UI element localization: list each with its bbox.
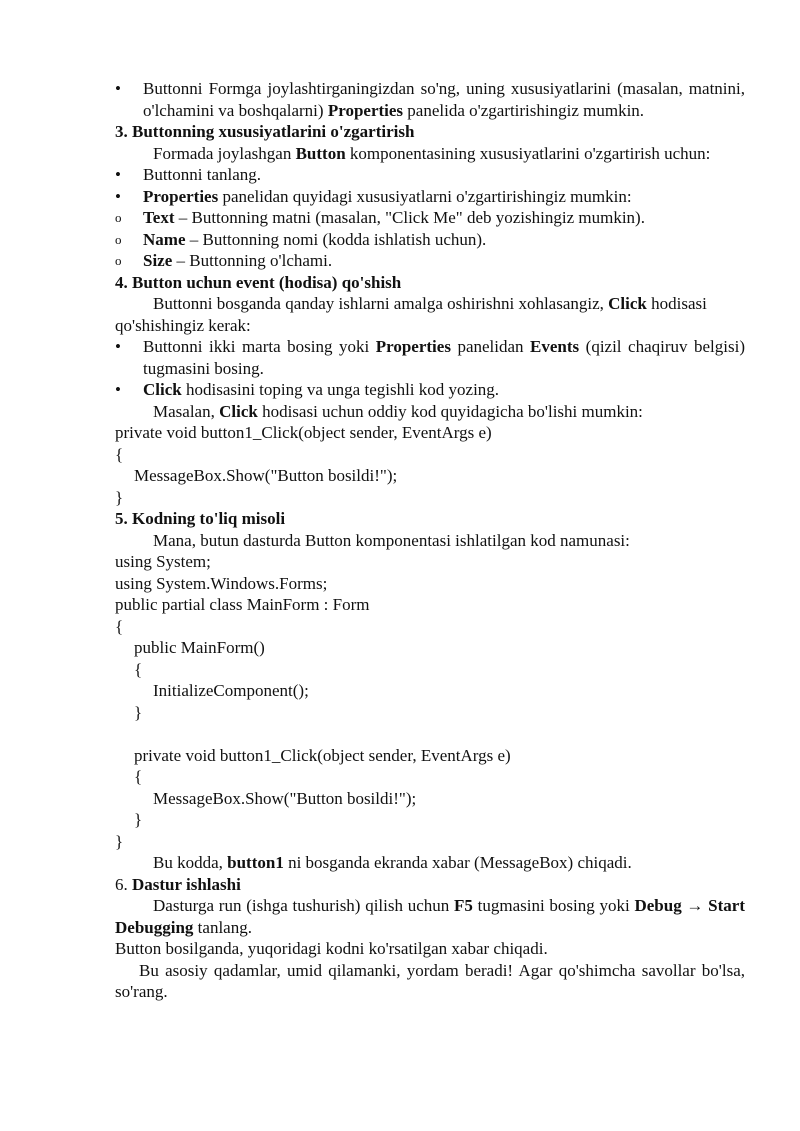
bold-text: Size xyxy=(143,251,173,270)
document-body xyxy=(115,78,745,1003)
text: Buttonni Formga joylashtirganingizdan so'ng, uning xususiyatlarini (masalan, matnini, o'lchamini va boshqalarni) xyxy=(143,79,745,120)
closing-paragraph: Bu asosiy qadamlar, umid qilamanki, yordam beradi! Agar qo'shimcha savollar bo'lsa, so'rang. xyxy=(115,960,745,1001)
text: panelida o'zgartirishingiz mumkin. xyxy=(403,100,645,120)
section-4-bullet-1 xyxy=(115,336,745,379)
code-line: MessageBox.Show("Button bosildi!"); xyxy=(153,788,417,808)
sub-bullet-marker: o xyxy=(115,253,122,268)
heading-text: 4. Button uchun event (hodisa) qo'shish xyxy=(115,272,402,292)
section-3-bullet-1 xyxy=(115,164,745,186)
text: hodisasini toping va unga tegishli kod yozing. xyxy=(181,380,500,399)
section-5-paragraph xyxy=(115,530,745,552)
section-6-result-line: Button bosilganda, yuqoridagi kodni ko'rsatilgan xabar chiqadi. xyxy=(115,939,548,958)
code-line: using System.Windows.Forms; xyxy=(115,573,328,593)
text: Dasturga run (ishga tushurish) qilish uchun xyxy=(153,896,455,915)
bold-text: Events xyxy=(530,337,580,356)
code-snippet-2 xyxy=(115,551,745,852)
bold-text: button1 xyxy=(227,853,284,872)
code-line: { xyxy=(115,444,124,464)
heading-text: Dastur ishlashi xyxy=(132,874,241,894)
code-line: private void button1_Click(object sender, EventArgs e) xyxy=(134,745,511,765)
text: Bu kodda, xyxy=(153,853,228,872)
bullet-marker: • xyxy=(115,165,121,184)
text: (qizil chaqiruv belgisi) tugmasini bosing. xyxy=(143,337,745,378)
bullet-marker: • xyxy=(115,337,121,356)
code-line: InitializeComponent(); xyxy=(153,681,309,700)
code-blank-line xyxy=(115,723,745,745)
text: tugmasini bosing yoki xyxy=(472,896,635,915)
section-3-sub-item-3 xyxy=(115,250,745,272)
section-5-explanation xyxy=(115,852,745,874)
sub-bullet-marker: o xyxy=(115,231,122,247)
bullet-marker: • xyxy=(115,186,121,206)
bold-text: Click xyxy=(608,294,647,313)
text: Mana, butun dasturda Button komponentasi ishlatilgan kod namunasi: xyxy=(153,530,630,550)
bold-text: Button xyxy=(295,143,346,163)
heading-text: 3. Buttonning xususiyatlarini o'zgartirish xyxy=(115,122,415,141)
bold-text: Properties xyxy=(327,100,404,120)
bold-text: Text xyxy=(143,208,175,227)
bold-text: Click xyxy=(219,401,258,421)
section-5-heading xyxy=(115,508,745,530)
bold-text: Debug → Start Debugging xyxy=(115,896,745,937)
code-line: } xyxy=(134,702,143,722)
section-3-sub-item-1 xyxy=(115,207,745,229)
section-4-example-intro xyxy=(115,401,745,423)
text: Masalan, xyxy=(153,401,220,421)
intro-bullet xyxy=(115,78,745,121)
code-line: } xyxy=(115,487,124,507)
code-line: public partial class MainForm : Form xyxy=(115,595,370,614)
text: Buttonni tanlang. xyxy=(143,165,262,184)
section-3-sub-item-2 xyxy=(115,229,745,251)
bullet-marker: • xyxy=(115,380,121,399)
text: Buttonni bosganda qanday ishlarni amalga oshirishni xohlasangiz, xyxy=(153,294,609,313)
section-6-paragraph xyxy=(115,895,745,938)
code-line: using System; xyxy=(115,552,211,571)
text: hodisasi qo'shishingiz kerak: xyxy=(115,294,707,335)
section-3-bullet-2 xyxy=(115,186,745,208)
text: panelidan quyidagi xususiyatlarni o'zgartirishingiz mumkin: xyxy=(218,186,632,206)
section-6-heading xyxy=(115,874,745,896)
text: tanlang. xyxy=(193,917,252,937)
bullet-marker: • xyxy=(115,79,121,98)
code-line: private void button1_Click(object sender, EventArgs e) xyxy=(115,423,492,442)
section-4-heading xyxy=(115,272,745,294)
heading-text: 5. Kodning to'liq misoli xyxy=(115,509,286,528)
code-line: } xyxy=(134,810,143,829)
heading-number: 6. xyxy=(115,874,132,894)
text: Buttonni ikki marta bosing yoki xyxy=(143,337,376,356)
code-line: } xyxy=(115,831,124,851)
code-line: { xyxy=(115,616,124,636)
code-line: { xyxy=(134,659,143,679)
section-3-heading xyxy=(115,121,745,143)
code-line: { xyxy=(134,767,143,786)
section-4-paragraph xyxy=(115,293,745,336)
code-line: MessageBox.Show("Button bosildi!"); xyxy=(134,466,398,485)
bold-text: Properties xyxy=(375,337,451,356)
text: ni bosganda ekranda xabar (MessageBox) chiqadi. xyxy=(283,853,632,872)
text: hodisasi uchun oddiy kod quyidagicha bo'lishi mumkin: xyxy=(257,401,643,421)
text: panelidan xyxy=(450,337,531,356)
section-4-bullet-2 xyxy=(115,379,745,401)
text: – Buttonning nomi (kodda ishlatish uchun). xyxy=(185,229,487,249)
code-snippet-1 xyxy=(115,422,745,508)
bold-text: Click xyxy=(143,380,182,399)
sub-bullet-marker: o xyxy=(115,210,122,225)
text: Formada joylashgan xyxy=(153,143,296,163)
text: – Buttonning o'lchami. xyxy=(172,251,333,270)
bold-text: F5 xyxy=(454,896,473,915)
section-3-paragraph xyxy=(115,143,745,165)
code-line: public MainForm() xyxy=(134,638,265,657)
bold-text: Name xyxy=(143,229,186,249)
text: komponentasining xususiyatlarini o'zgartirish uchun: xyxy=(345,143,711,163)
bold-text: Properties xyxy=(143,186,219,206)
text: – Buttonning matni (masalan, "Click Me" deb yozishingiz mumkin). xyxy=(174,208,645,227)
